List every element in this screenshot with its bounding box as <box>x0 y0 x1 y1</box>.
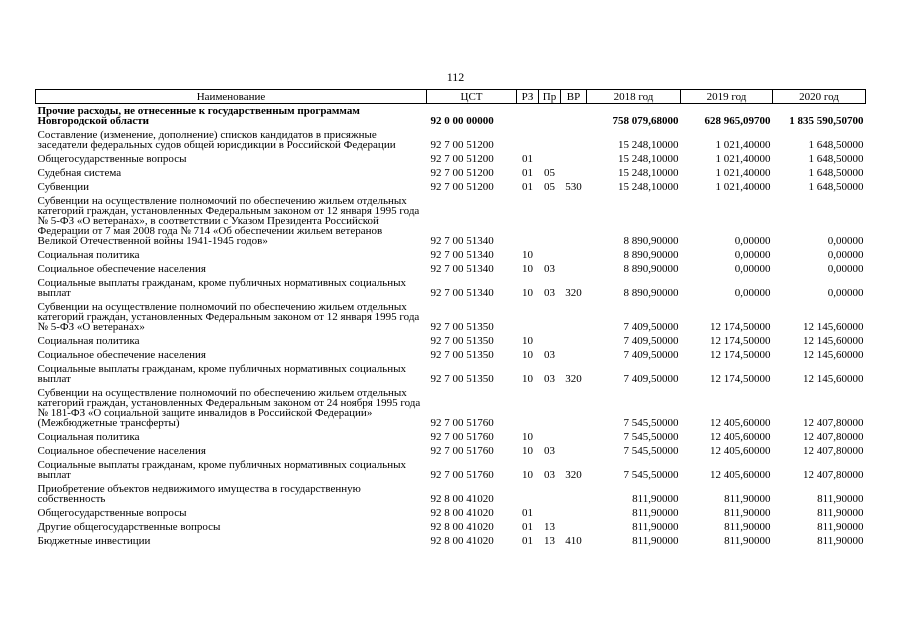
table-row <box>36 194 866 248</box>
table-row <box>36 348 866 362</box>
cell-cst: 92 7 00 51200 <box>430 153 494 165</box>
header-name: Наименование <box>36 90 427 104</box>
cell-y2018: 8 890,90000 <box>623 263 679 275</box>
cell-y2020: 811,90000 <box>817 535 864 547</box>
cell-y2018: 7 409,50000 <box>623 321 679 333</box>
table-row <box>36 534 866 548</box>
table-row <box>36 104 866 129</box>
cell-vr <box>561 430 587 444</box>
cell-name: Судебная система <box>37 167 122 179</box>
cell-vr <box>561 248 587 262</box>
cell-pr <box>539 128 561 152</box>
cell-rz: 10 <box>522 249 533 261</box>
cell-vr: 320 <box>565 373 582 385</box>
cell-cst: 92 7 00 51200 <box>430 139 494 151</box>
cell-vr <box>561 300 587 334</box>
cell-cst: 92 7 00 51760 <box>430 417 494 429</box>
cell-vr <box>561 348 587 362</box>
cell-cst: 92 7 00 51200 <box>430 181 494 193</box>
cell-y2018: 7 545,50000 <box>623 417 679 429</box>
cell-rz: 01 <box>522 153 533 165</box>
cell-y2020: 12 145,60000 <box>803 335 864 347</box>
cell-cst: 92 7 00 51340 <box>430 287 494 299</box>
cell-y2019: 811,90000 <box>724 493 771 505</box>
header-rz: РЗ <box>517 90 539 104</box>
cell-y2019: 0,00000 <box>734 249 771 261</box>
cell-cst: 92 7 00 51350 <box>430 321 494 333</box>
cell-rz: 10 <box>522 335 533 347</box>
cell-name: Составление (изменение, дополнение) списков кандидатов в присяжные заседатели федеральных судов общей юрисдикции в Российской Федерации <box>37 129 396 151</box>
header-2019: 2019 год <box>681 90 773 104</box>
cell-cst: 92 7 00 51760 <box>430 445 494 457</box>
cell-y2019: 0,00000 <box>734 287 771 299</box>
table-body <box>36 104 866 549</box>
cell-pr: 03 <box>544 445 555 457</box>
page-number: 112 <box>446 70 465 84</box>
cell-y2018: 8 890,90000 <box>623 249 679 261</box>
cell-vr <box>561 194 587 248</box>
cell-y2019: 1 021,40000 <box>715 139 771 151</box>
cell-y2020: 12 407,80000 <box>803 431 864 443</box>
cell-vr <box>561 166 587 180</box>
cell-y2020: 1 648,50000 <box>808 139 864 151</box>
cell-rz: 01 <box>522 521 533 533</box>
cell-pr <box>539 482 561 506</box>
cell-pr <box>539 248 561 262</box>
cell-y2018: 811,90000 <box>632 521 679 533</box>
cell-vr <box>561 386 587 430</box>
cell-cst: 92 7 00 51760 <box>430 431 494 443</box>
cell-cst: 92 8 00 41020 <box>430 521 494 533</box>
cell-vr: 320 <box>565 469 582 481</box>
cell-rz: 01 <box>522 507 533 519</box>
cell-y2018: 7 409,50000 <box>623 373 679 385</box>
cell-rz <box>517 104 539 129</box>
cell-rz <box>517 128 539 152</box>
cell-vr <box>561 334 587 348</box>
cell-y2019: 12 405,60000 <box>710 469 771 481</box>
cell-vr <box>561 444 587 458</box>
cell-vr: 410 <box>565 535 582 547</box>
header-cst: ЦСТ <box>427 90 517 104</box>
cell-y2019: 12 405,60000 <box>710 431 771 443</box>
cell-y2019: 0,00000 <box>734 235 771 247</box>
cell-pr: 03 <box>544 373 555 385</box>
cell-cst: 92 7 00 51350 <box>430 373 494 385</box>
table-row <box>36 334 866 348</box>
cell-y2020: 12 407,80000 <box>803 469 864 481</box>
cell-name: Социальная политика <box>37 431 140 443</box>
budget-table <box>35 89 866 548</box>
cell-rz: 01 <box>522 535 533 547</box>
cell-y2018: 7 545,50000 <box>623 445 679 457</box>
cell-y2019: 12 405,60000 <box>710 445 771 457</box>
cell-y2018: 8 890,90000 <box>623 287 679 299</box>
cell-rz <box>517 386 539 430</box>
cell-rz: 10 <box>522 373 533 385</box>
table-row <box>36 506 866 520</box>
cell-rz: 10 <box>522 431 533 443</box>
cell-vr: 320 <box>565 287 582 299</box>
cell-pr: 13 <box>544 521 555 533</box>
cell-name: Субвенции на осуществление полномочий по обеспечению жильем отдельных категорий граждан, установленных Федеральным законом от 24 ноября 1995 года № 181-ФЗ «О социальной защите инвалидов в Российской Федерации» (Межбюджетные трансферты) <box>37 387 421 429</box>
cell-name: Социальные выплаты гражданам, кроме публичных нормативных социальных выплат <box>37 459 406 481</box>
cell-pr: 05 <box>544 167 555 179</box>
cell-cst: 92 8 00 41020 <box>430 507 494 519</box>
cell-rz: 10 <box>522 263 533 275</box>
cell-y2019: 811,90000 <box>724 535 771 547</box>
cell-vr <box>561 104 587 129</box>
cell-y2018: 8 890,90000 <box>623 235 679 247</box>
cell-y2020: 12 407,80000 <box>803 417 864 429</box>
header-2020: 2020 год <box>773 90 866 104</box>
header-vr: ВР <box>561 90 587 104</box>
cell-y2018: 7 545,50000 <box>623 431 679 443</box>
cell-name: Общегосударственные вопросы <box>37 153 187 165</box>
table-row <box>36 482 866 506</box>
cell-y2018: 758 079,68000 <box>612 115 679 127</box>
table-header <box>36 90 866 104</box>
cell-y2019: 0,00000 <box>734 263 771 275</box>
cell-y2019: 1 021,40000 <box>715 181 771 193</box>
cell-cst: 92 7 00 51340 <box>430 249 494 261</box>
cell-pr <box>539 104 561 129</box>
table-row <box>36 300 866 334</box>
cell-cst: 92 8 00 41020 <box>430 535 494 547</box>
cell-y2020: 811,90000 <box>817 507 864 519</box>
cell-name: Социальное обеспечение населения <box>37 445 206 457</box>
cell-vr <box>561 520 587 534</box>
cell-y2018: 811,90000 <box>632 493 679 505</box>
cell-y2018: 15 248,10000 <box>618 139 679 151</box>
table-row <box>36 128 866 152</box>
cell-name: Социальное обеспечение населения <box>37 349 206 361</box>
cell-y2018: 811,90000 <box>632 507 679 519</box>
table-row <box>36 520 866 534</box>
cell-y2020: 1 835 590,50700 <box>789 115 864 127</box>
cell-y2019: 811,90000 <box>724 521 771 533</box>
cell-y2019: 1 021,40000 <box>715 153 771 165</box>
table-row <box>36 458 866 482</box>
table-row <box>36 444 866 458</box>
cell-name: Другие общегосударственные вопросы <box>37 521 221 533</box>
table-row <box>36 430 866 444</box>
cell-y2018: 15 248,10000 <box>618 181 679 193</box>
cell-name: Социальное обеспечение населения <box>37 263 206 275</box>
cell-pr: 03 <box>544 287 555 299</box>
cell-y2019: 12 174,50000 <box>710 349 771 361</box>
cell-pr: 03 <box>544 349 555 361</box>
cell-name: Бюджетные инвестиции <box>37 535 151 547</box>
cell-y2020: 0,00000 <box>827 287 864 299</box>
cell-cst: 92 7 00 51340 <box>430 235 494 247</box>
cell-pr: 05 <box>544 181 555 193</box>
cell-y2020: 0,00000 <box>827 249 864 261</box>
cell-y2018: 7 409,50000 <box>623 335 679 347</box>
cell-pr <box>539 152 561 166</box>
cell-name: Субвенции на осуществление полномочий по обеспечению жильем отдельных категорий граждан, установленных Федеральным законом от 12 января 1995 года № 5-ФЗ «О ветеранах», в соответствии с Указом Президента Российской Федерации от 7 мая 2008 года № 714 «Об обеспечении жильем ветеранов Великой Отечественной войны 1941-1945 годов» <box>37 195 420 247</box>
cell-rz: 01 <box>522 167 533 179</box>
cell-name: Социальная политика <box>37 335 140 347</box>
cell-y2020: 12 407,80000 <box>803 445 864 457</box>
cell-y2019: 628 965,09700 <box>704 115 771 127</box>
table-row <box>36 180 866 194</box>
cell-cst: 92 7 00 51200 <box>430 167 494 179</box>
cell-cst: 92 7 00 51350 <box>430 335 494 347</box>
cell-rz: 01 <box>522 181 533 193</box>
cell-name: Прочие расходы, не отнесенные к государственным программам Новгородской области <box>37 105 360 127</box>
cell-name: Субвенции на осуществление полномочий по обеспечению жильем отдельных категорий граждан, установленных Федеральным законом от 12 января 1995 года № 5-ФЗ «О ветеранах» <box>37 301 420 333</box>
cell-y2019: 811,90000 <box>724 507 771 519</box>
cell-rz <box>517 300 539 334</box>
cell-y2020: 12 145,60000 <box>803 321 864 333</box>
table-row <box>36 262 866 276</box>
cell-pr <box>539 506 561 520</box>
cell-cst: 92 7 00 51340 <box>430 263 494 275</box>
cell-cst: 92 7 00 51760 <box>430 469 494 481</box>
cell-vr <box>561 262 587 276</box>
cell-vr <box>561 482 587 506</box>
cell-pr <box>539 334 561 348</box>
cell-y2018: 811,90000 <box>632 535 679 547</box>
cell-pr <box>539 300 561 334</box>
cell-pr: 03 <box>544 263 555 275</box>
cell-rz: 10 <box>522 469 533 481</box>
cell-y2020: 811,90000 <box>817 521 864 533</box>
cell-cst: 92 0 00 00000 <box>430 115 494 127</box>
cell-y2019: 1 021,40000 <box>715 167 771 179</box>
cell-y2018: 7 545,50000 <box>623 469 679 481</box>
cell-name: Приобретение объектов недвижимого имущества в государственную собственность <box>37 483 361 505</box>
cell-y2020: 1 648,50000 <box>808 167 864 179</box>
table-row <box>36 276 866 300</box>
cell-vr <box>561 506 587 520</box>
cell-y2019: 12 174,50000 <box>710 321 771 333</box>
cell-pr: 03 <box>544 469 555 481</box>
cell-cst: 92 7 00 51350 <box>430 349 494 361</box>
cell-pr <box>539 386 561 430</box>
cell-y2018: 7 409,50000 <box>623 349 679 361</box>
cell-cst: 92 8 00 41020 <box>430 493 494 505</box>
cell-pr <box>539 430 561 444</box>
table-row <box>36 166 866 180</box>
cell-vr <box>561 128 587 152</box>
header-pr: Пр <box>539 90 561 104</box>
cell-y2019: 12 174,50000 <box>710 373 771 385</box>
table-row <box>36 152 866 166</box>
table-row <box>36 386 866 430</box>
header-2018: 2018 год <box>587 90 681 104</box>
cell-name: Социальная политика <box>37 249 140 261</box>
cell-rz <box>517 482 539 506</box>
cell-vr: 530 <box>565 181 582 193</box>
cell-rz: 10 <box>522 349 533 361</box>
cell-rz <box>517 194 539 248</box>
cell-name: Социальные выплаты гражданам, кроме публичных нормативных социальных выплат <box>37 363 406 385</box>
cell-rz: 10 <box>522 287 533 299</box>
cell-rz: 10 <box>522 445 533 457</box>
cell-y2020: 811,90000 <box>817 493 864 505</box>
cell-y2018: 15 248,10000 <box>618 167 679 179</box>
table-row <box>36 248 866 262</box>
table-row <box>36 362 866 386</box>
cell-y2020: 0,00000 <box>827 235 864 247</box>
cell-name: Субвенции <box>37 181 90 193</box>
cell-y2020: 1 648,50000 <box>808 153 864 165</box>
cell-name: Общегосударственные вопросы <box>37 507 187 519</box>
cell-y2020: 1 648,50000 <box>808 181 864 193</box>
cell-y2018: 15 248,10000 <box>618 153 679 165</box>
cell-vr <box>561 152 587 166</box>
cell-pr: 13 <box>544 535 555 547</box>
cell-y2019: 12 174,50000 <box>710 335 771 347</box>
cell-y2019: 12 405,60000 <box>710 417 771 429</box>
cell-pr <box>539 194 561 248</box>
cell-y2020: 12 145,60000 <box>803 373 864 385</box>
cell-name: Социальные выплаты гражданам, кроме публичных нормативных социальных выплат <box>37 277 406 299</box>
cell-y2020: 12 145,60000 <box>803 349 864 361</box>
cell-y2020: 0,00000 <box>827 263 864 275</box>
